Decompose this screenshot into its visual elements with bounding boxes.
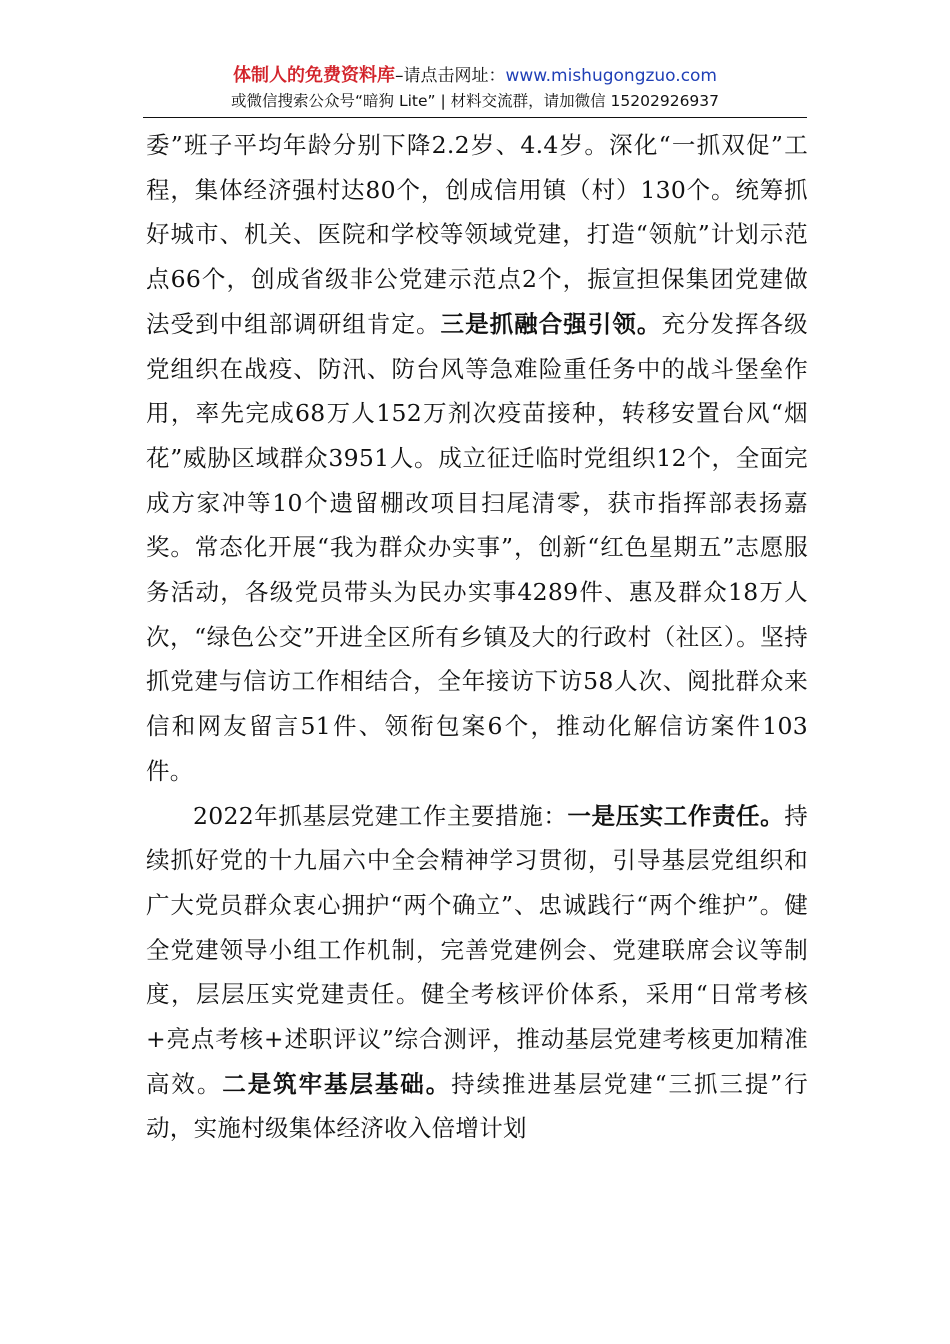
header-brand: 体制人的免费资料库 <box>232 65 395 86</box>
paragraph-2-bold-heading-1: 一是压实工作责任。 <box>567 801 785 830</box>
paragraph-1 <box>146 123 808 794</box>
paragraph-2 <box>146 794 808 1152</box>
paragraph-1-text-1: 委”班子平均年龄分别下降2.2岁、4.4岁。深化“一抓双促”工程，集体经济强村达80个，创成信用镇（村）130个。统筹抓好城市、机关、医院和学校等领域党建，打造“领航”计划示范点66个，创成省级非公党建示范点2个，振宣担保集团党建做法受到中组部调研组肯定。 <box>146 131 808 338</box>
header-promo-line <box>0 64 950 88</box>
paragraph-1-text-2: 充分发挥各级党组织在战疫、防汛、防台风等急难险重任务中的战斗堡垒作用，率先完成68万人152万剂次疫苗接种，转移安置台风“烟花”威胁区域群众3951人。成立征迁临时党组织12个，全面完成方家冲等10个遗留棚改项目扫尾清零，获市指挥部表扬嘉奖。常态化开展“我为群众办实事”，创新“红色星期五”志愿服务活动，各级党员带头为民办实事4289件、惠及群众18万人次，“绿色公交”开进全区所有乡镇及大的行政村（社区）。坚持抓党建与信访工作相结合，全年接访下访58人次、阅批群众来信和网友留言51件、领衔包案6个，推动化解信访案件103件。 <box>146 309 808 785</box>
paragraph-1-bold-heading: 三是抓融合强引领。 <box>440 309 662 338</box>
header-divider <box>143 117 807 118</box>
paragraph-2-text-1: 2022年抓基层党建工作主要措施： <box>193 801 568 830</box>
paragraph-2-text-3: 持续推进基层党建“三抓三提”行动，实施村级集体经济收入倍增计划 <box>146 1069 809 1143</box>
document-body <box>146 123 808 1151</box>
paragraph-2-text-2: 持续抓好党的十九届六中全会精神学习贯彻，引导基层党组织和广大党员群众衷心拥护“两个确立”、忠诚践行“两个维护”。健全党建领导小组工作机制，完善党建例会、党建联席会议等制度，层层压实党建责任。健全考核评价体系，采用“日常考核+亮点考核+述职评议”综合测评，推动基层党建考核更加精准高效。 <box>146 801 809 1098</box>
paragraph-2-bold-heading-2: 二是筑牢基层基础。 <box>222 1069 452 1098</box>
header-prompt: –请点击网址： <box>394 66 506 86</box>
page-header <box>0 64 950 112</box>
header-url-link[interactable]: www.mishugongzuo.com <box>505 66 717 86</box>
header-contact-line: 或微信搜索公众号“暗狗 Lite” | 材料交流群，请加微信 15202926937 <box>230 92 720 110</box>
